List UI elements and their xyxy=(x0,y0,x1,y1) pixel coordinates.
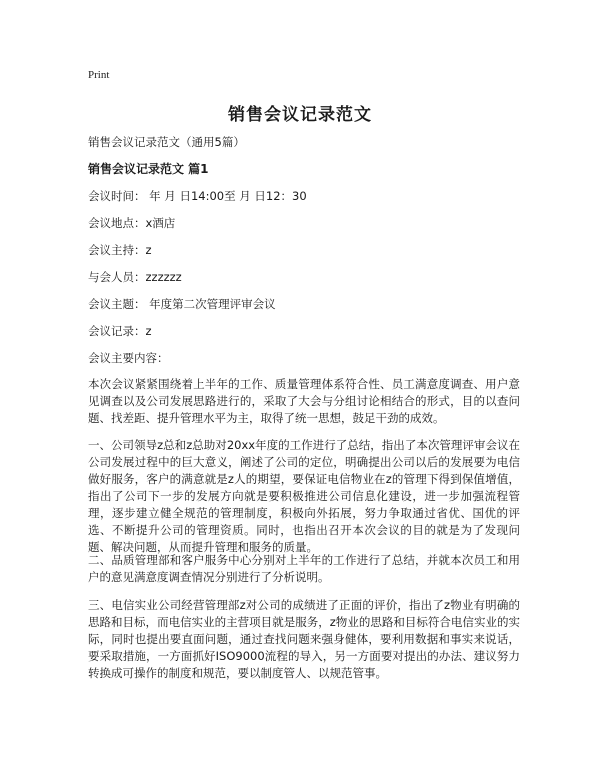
section-heading: 销售会议记录范文 篇1 xyxy=(88,162,209,176)
meeting-time: 会议时间： 年 月 日14:00至 月 日12：30 xyxy=(88,189,307,203)
meeting-recorder: 会议记录：z xyxy=(88,324,152,338)
meeting-place: 会议地点：x酒店 xyxy=(88,216,176,230)
paragraph-section-3: 三、电信实业公司经营管理部z对公司的成绩进了正面的评价，指出了z物业有明确的思路和目标，而电信实业的主营项目就是服务，z物业的思路和目标符合电信实业的实际，同时也提出要直面问题，通过查找问题来强身健体，要利用数据和事实来说话，要采取措施，一方面抓好ISO9000流程的导入，另一方面要对提出的办法、建议努力转换成可操作的制度和规范，要以制度管人、以规范管事。 xyxy=(88,598,520,680)
page-title: 销售会议记录范文 xyxy=(228,105,372,125)
meeting-host: 会议主持：z xyxy=(88,243,152,257)
document-subtitle: 销售会议记录范文（通用5篇） xyxy=(88,135,245,149)
paragraph-section-1: 一、公司领导z总和z总助对20xx年度的工作进行了总结，指出了本次管理评审会议在公司发展过程中的巨大意义，阐述了公司的定位，明确提出公司以后的发展要为电信做好服务，客户的满意就是z人的期望，要保证电信物业在z的管理下得到保值增值，指出了公司下一步的发展方向就是要积极推进公司信息化建设，进一步加强流程管理，逐步建立健全规范的管理制度，积极向外拓展，努力争取通过省优、国优的评选、不断提升公司的管理资质。同时，也指出召开本次会议的目的就是为了发现问题、解决问题，从而提升管理和服务的质量。 xyxy=(88,438,520,554)
paragraph-intro: 本次会议紧紧围绕着上半年的工作、质量管理体系符合性、员工满意度调查、用户意见调查以及公司发展思路进行的，采取了大会与分组讨论相结合的形式，目的以查问题、找差距、提升管理水平为主，取得了统一思想，鼓足干劲的成效。 xyxy=(88,377,520,425)
meeting-topic: 会议主题： 年度第二次管理评审会议 xyxy=(88,297,276,311)
print-label: Print xyxy=(88,69,110,81)
meeting-attendees: 与会人员：zzzzzz xyxy=(88,270,182,284)
meeting-main-content-label: 会议主要内容： xyxy=(88,351,169,365)
paragraph-section-2: 二、品质管理部和客户服务中心分别对上半年的工作进行了总结，并就本次员工和用户的意见满意度调查情况分别进行了分析说明。 xyxy=(88,553,520,584)
